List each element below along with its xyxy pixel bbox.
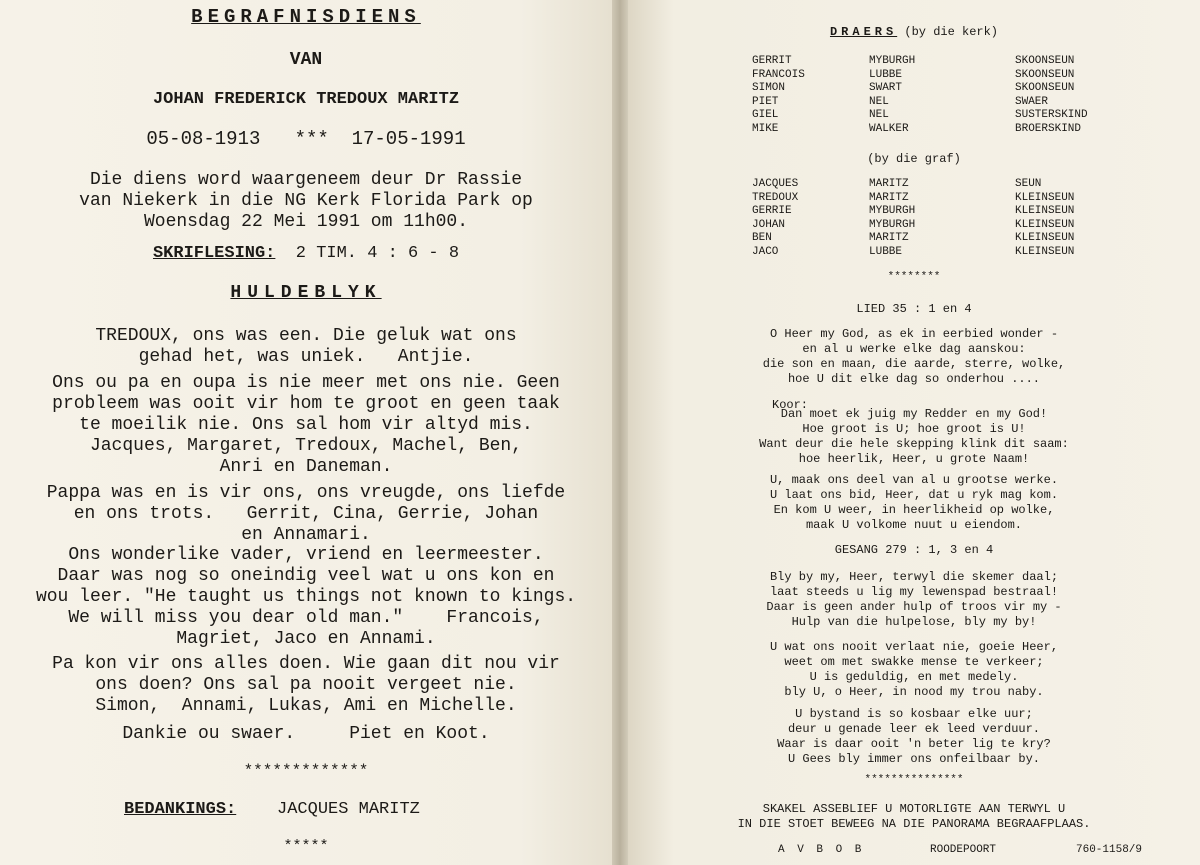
- tribute-simon: Pa kon vir ons alles doen. Wie gaan dit nou vir ons doen? Ons sal pa nooit vergeet nie. Simon, Annami, Lukas, Ami en Michelle.: [52, 654, 560, 716]
- bearer-last: WALKER: [869, 122, 909, 135]
- van-label: VAN: [289, 50, 323, 70]
- deceased-name: JOHAN FREDERICK TREDOUX MARITZ: [152, 90, 460, 109]
- tribute-jacques: Ons ou pa en oupa is nie meer met ons nie. Geen probleem was ooit vir hom te groot en geen taak te moeilik nie. Ons sal hom vir altyd mis. Jacques, Margaret, Tredoux, Machel, Ben, Anri en Daneman.: [52, 373, 560, 477]
- tribute-antjie: TREDOUX, ons was een. Die geluk wat ons gehad het, was uniek. Antjie.: [95, 326, 517, 367]
- table-row: [752, 178, 1135, 192]
- thanks-line: [124, 800, 420, 819]
- bearer-relation: KLEINSEUN: [1015, 245, 1075, 258]
- grave-bearers-table: [752, 178, 1135, 260]
- bearer-last: NEL: [869, 109, 889, 122]
- grave-bearers-heading: (by die graf): [867, 152, 961, 166]
- bearer-relation: SKOONSEUN: [1015, 55, 1075, 67]
- bearer-first: TREDOUX: [752, 191, 799, 204]
- bearer-last: MARITZ: [869, 191, 909, 204]
- scripture-reference: 2 TIM. 4 : 6 - 8: [275, 244, 460, 263]
- bearer-last: NEL: [869, 95, 889, 108]
- hymn-heading: LIED 35 : 1 en 4: [856, 302, 972, 316]
- bearer-first: GIEL: [752, 109, 779, 122]
- table-row: [752, 205, 1135, 219]
- bearer-relation: SKOONSEUN: [1015, 68, 1075, 81]
- gesang-heading: GESANG 279 : 1, 3 en 4: [834, 543, 994, 557]
- chorus-label: Koor:: [772, 398, 809, 412]
- bearer-relation: SKOONSEUN: [1015, 82, 1075, 95]
- bearers-note: (by die kerk): [897, 25, 999, 39]
- bearer-last: MARITZ: [869, 232, 909, 245]
- table-row: [752, 96, 1135, 110]
- page-gutter: [612, 0, 628, 865]
- bearer-last: MYBURGH: [869, 55, 916, 67]
- bearer-last: SWART: [869, 82, 903, 95]
- bearer-last: MYBURGH: [869, 205, 916, 218]
- table-row: [752, 55, 1135, 69]
- scripture-label: SKRIFLESING:: [152, 244, 276, 263]
- bearers-label: DRAERS: [829, 25, 898, 39]
- bearer-last: LUBBE: [869, 68, 903, 81]
- undertaker-name: A V B O B: [778, 844, 865, 856]
- hymn-verse: O Heer my God, as ek in eerbied wonder - en al u werke elke dag aanskou: die son en maan, die aarde, sterre, wolke, hoe U dit elke dag so onderhou ....: [762, 327, 1066, 386]
- bearer-first: JACO: [752, 245, 779, 258]
- scripture-reading: [0, 244, 612, 263]
- table-row: [752, 82, 1135, 96]
- bearer-first: GERRIT: [752, 55, 792, 67]
- chorus-verse: Dan moet ek juig my Redder en my God! Hoe groot is U; hoe groot is U! Want deur die hele skepping klink dit saam: hoe heerlik, Heer, u grote Naam!: [759, 407, 1069, 466]
- table-row: [752, 232, 1135, 246]
- right-page: [628, 0, 1200, 865]
- bearer-relation: KLEINSEUN: [1015, 218, 1075, 231]
- procession-notice: SKAKEL ASSEBLIEF U MOTORLIGTE AAN TERWYL U IN DIE STOET BEWEEG NA DIE PANORAMA BEGRAAFPLAAS.: [737, 802, 1091, 831]
- undertaker-reference: 760-1158/9: [1076, 844, 1143, 856]
- separator-stars: ***************: [864, 774, 964, 786]
- table-row: [752, 192, 1135, 206]
- table-row: [752, 246, 1135, 260]
- tributes-heading: HULDEBLYK: [230, 283, 382, 303]
- bearers-heading: [628, 25, 1200, 39]
- bearer-relation: SWAER: [1015, 95, 1049, 108]
- bearer-relation: SEUN: [1015, 178, 1042, 190]
- table-row: [752, 109, 1135, 123]
- gesang-verse: U bystand is so kosbaar elke uur; deur u genade leer ek leed verduur. Waar is daar ooit 'n beter lig te kry? U Gees bly immer ons onfeilbaar by.: [777, 707, 1051, 766]
- bearer-relation: BROERSKIND: [1015, 122, 1082, 135]
- table-row: [752, 123, 1135, 137]
- bearer-last: MARITZ: [869, 178, 909, 190]
- church-bearers-table: [752, 55, 1135, 137]
- bearer-relation: KLEINSEUN: [1015, 205, 1075, 218]
- bearer-first: JOHAN: [752, 218, 786, 231]
- separator-stars: *************: [243, 762, 369, 780]
- bearer-first: BEN: [752, 232, 772, 245]
- life-dates: 05-08-1913 *** 17-05-1991: [146, 128, 466, 150]
- bearer-first: FRANCOIS: [752, 68, 805, 81]
- tribute-gerrit: Pappa was en is vir ons, ons vreugde, ons liefde en ons trots. Gerrit, Cina, Gerrie, Johan en Annamari.: [46, 483, 566, 545]
- bearer-first: SIMON: [752, 82, 786, 95]
- bearer-first: PIET: [752, 95, 779, 108]
- thanks-label: BEDANKINGS:: [124, 800, 237, 819]
- bearer-relation: SUSTERSKIND: [1015, 109, 1088, 122]
- bearer-relation: KLEINSEUN: [1015, 232, 1075, 245]
- table-row: [752, 69, 1135, 83]
- service-details: Die diens word waargeneem deur Dr Rassie van Niekerk in die NG Kerk Florida Park op Woensdag 22 Mei 1991 om 11h00.: [79, 170, 533, 232]
- separator-stars: *****: [283, 838, 329, 855]
- bearer-first: MIKE: [752, 122, 779, 135]
- gesang-verse: Bly by my, Heer, terwyl die skemer daal; laat steeds u lig my lewenspad bestraal! Daar is geen ander hulp of troos vir my - Hulp van die hulpelose, bly my by!: [766, 570, 1062, 629]
- thanks-name: JACQUES MARITZ: [236, 800, 420, 819]
- tribute-francois: Ons wonderlike vader, vriend en leermeester. Daar was nog so oneindig veel wat u ons kon en wou leer. "He taught us things not known to kings. We will miss you dear old man." Francois, Magriet, Jaco en Annami.: [35, 545, 577, 649]
- tribute-piet: Dankie ou swaer. Piet en Koot.: [122, 724, 490, 744]
- document-title: BEGRAFNISDIENS: [191, 6, 421, 28]
- gesang-verse: U wat ons nooit verlaat nie, goeie Heer, weet om met swakke mense te verkeer; U is geduldig, en met medely. bly U, o Heer, in nood my trou naby.: [769, 640, 1059, 699]
- separator-stars: ********: [887, 271, 941, 283]
- bearer-relation: KLEINSEUN: [1015, 191, 1075, 204]
- bearer-last: LUBBE: [869, 245, 903, 258]
- bearer-first: JACQUES: [752, 178, 799, 190]
- table-row: [752, 219, 1135, 233]
- hymn-verse: U, maak ons deel van al u grootse werke. U laat ons bid, Heer, dat u ryk mag kom. En kom U weer, in heerlikheid op wolke, maak U volkome nuut u eiendom.: [769, 473, 1059, 532]
- bearer-first: GERRIE: [752, 205, 792, 218]
- undertaker-branch: ROODEPOORT: [930, 844, 997, 856]
- bearer-last: MYBURGH: [869, 218, 916, 231]
